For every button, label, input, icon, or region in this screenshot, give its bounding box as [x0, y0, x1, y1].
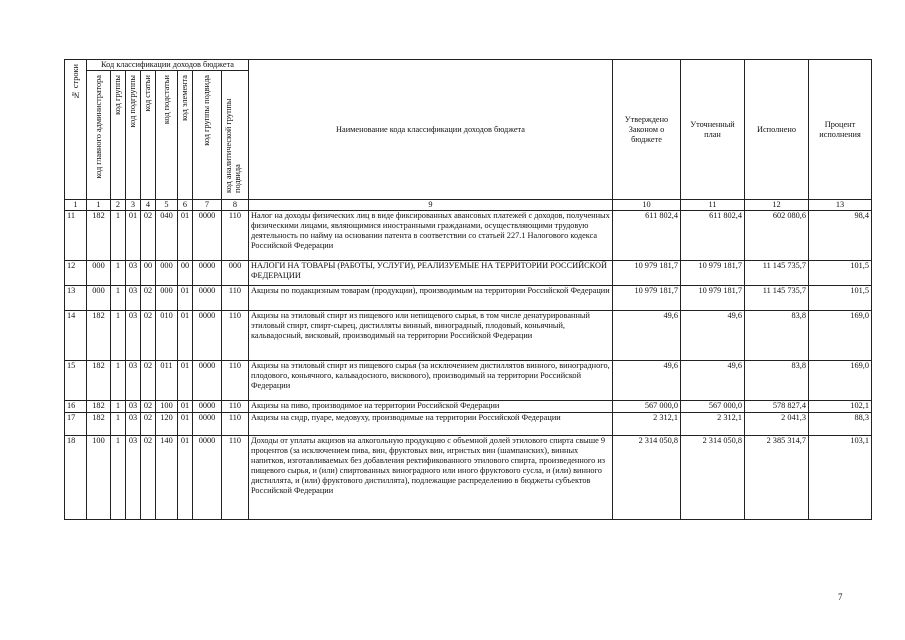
cell-row-no: 12 [65, 261, 87, 286]
cell-subtype-code: 0000 [193, 436, 222, 520]
cell-approved: 2 314 050,8 [613, 436, 681, 520]
cell-element-code: 01 [178, 286, 193, 311]
cell-subgroup-code: 03 [126, 361, 141, 401]
table-row [65, 361, 872, 401]
header-row-no: № строки [65, 60, 87, 200]
col-number: 5 [156, 200, 178, 211]
cell-subgroup-code: 03 [126, 261, 141, 286]
cell-executed: 2 041,3 [745, 413, 809, 436]
cell-row-no: 16 [65, 401, 87, 413]
cell-executed: 578 827,4 [745, 401, 809, 413]
cell-element-code: 01 [178, 361, 193, 401]
cell-subarticle-code: 120 [156, 413, 178, 436]
page-number: 7 [838, 592, 843, 602]
cell-element-code: 01 [178, 436, 193, 520]
header-code-article: код статьи [141, 71, 156, 200]
cell-admin-code: 182 [87, 401, 111, 413]
cell-name: Акцизы на сидр, пуаре, медовуху, производимые на территории Российской Федерации [249, 413, 613, 436]
cell-name: НАЛОГИ НА ТОВАРЫ (РАБОТЫ, УСЛУГИ), РЕАЛИЗУЕМЫЕ НА ТЕРРИТОРИИ РОССИЙСКОЙ ФЕДЕРАЦИИ [249, 261, 613, 286]
cell-percent: 101,5 [809, 261, 872, 286]
cell-refined: 49,6 [681, 361, 745, 401]
cell-admin-code: 000 [87, 261, 111, 286]
table-row [65, 286, 872, 311]
cell-subgroup-code: 01 [126, 211, 141, 261]
col-number: 1 [87, 200, 111, 211]
cell-subarticle-code: 011 [156, 361, 178, 401]
cell-refined: 567 000,0 [681, 401, 745, 413]
header-code-subtype: код группы подвида [193, 71, 222, 200]
header-row-group [65, 60, 872, 71]
cell-subtype-code: 0000 [193, 413, 222, 436]
header-code-subarticle: код подстатьи [156, 71, 178, 200]
col-number: 6 [178, 200, 193, 211]
cell-name: Акцизы на пиво, производимое на территории Российской Федерации [249, 401, 613, 413]
cell-subarticle-code: 100 [156, 401, 178, 413]
col-number: 7 [193, 200, 222, 211]
cell-group-code: 1 [111, 413, 126, 436]
cell-executed: 11 145 735,7 [745, 261, 809, 286]
cell-approved: 611 802,4 [613, 211, 681, 261]
cell-element-code: 01 [178, 211, 193, 261]
cell-admin-code: 100 [87, 436, 111, 520]
cell-analytic-code: 110 [222, 436, 249, 520]
cell-analytic-code: 110 [222, 401, 249, 413]
budget-revenue-table [64, 59, 872, 520]
cell-analytic-code: 000 [222, 261, 249, 286]
cell-admin-code: 182 [87, 211, 111, 261]
cell-name: Акцизы на этиловый спирт из пищевого или непищевого сырья, в том числе денатурированный этиловый спирт, спирт-сырец, дистилляты винный, виноградный, плодовый, коньячный, кальвадосный, висковый, производимый на территории Российской Федерации [249, 311, 613, 361]
cell-group-code: 1 [111, 436, 126, 520]
cell-name: Акцизы по подакцизным товарам (продукции), производимым на территории Российской Федерации [249, 286, 613, 311]
cell-approved: 10 979 181,7 [613, 286, 681, 311]
cell-row-no: 17 [65, 413, 87, 436]
header-code-subgroup: код подгруппы [126, 71, 141, 200]
cell-group-code: 1 [111, 401, 126, 413]
cell-row-no: 18 [65, 436, 87, 520]
cell-subgroup-code: 03 [126, 311, 141, 361]
cell-subgroup-code: 03 [126, 413, 141, 436]
cell-percent: 88,3 [809, 413, 872, 436]
col-number: 11 [681, 200, 745, 211]
cell-analytic-code: 110 [222, 311, 249, 361]
cell-group-code: 1 [111, 211, 126, 261]
col-number: 3 [126, 200, 141, 211]
cell-element-code: 01 [178, 311, 193, 361]
col-number: 13 [809, 200, 872, 211]
cell-admin-code: 182 [87, 361, 111, 401]
table-row [65, 401, 872, 413]
header-approved: Утверждено Законом о бюджете [613, 60, 681, 200]
cell-article-code: 02 [141, 413, 156, 436]
cell-element-code: 01 [178, 401, 193, 413]
cell-subarticle-code: 040 [156, 211, 178, 261]
cell-group-code: 1 [111, 311, 126, 361]
cell-row-no: 13 [65, 286, 87, 311]
header-executed: Исполнено [745, 60, 809, 200]
cell-subgroup-code: 03 [126, 401, 141, 413]
cell-refined: 2 314 050,8 [681, 436, 745, 520]
cell-approved: 49,6 [613, 361, 681, 401]
header-refined: Уточненный план [681, 60, 745, 200]
cell-subarticle-code: 010 [156, 311, 178, 361]
cell-subtype-code: 0000 [193, 286, 222, 311]
table-row [65, 261, 872, 286]
header-code-group: Код классификации доходов бюджета [87, 60, 249, 71]
cell-article-code: 02 [141, 401, 156, 413]
cell-article-code: 02 [141, 311, 156, 361]
header-code-analytic: код аналитической группы подвида [222, 71, 249, 200]
cell-percent: 102,1 [809, 401, 872, 413]
cell-subtype-code: 0000 [193, 361, 222, 401]
cell-analytic-code: 110 [222, 286, 249, 311]
cell-approved: 567 000,0 [613, 401, 681, 413]
col-number: 10 [613, 200, 681, 211]
cell-percent: 169,0 [809, 311, 872, 361]
cell-name: Доходы от уплаты акцизов на алкогольную продукцию с объемной долей этилового спирта свыше 9 процентов (за исключением пива, вин, фруктовых вин, игристых вин (шампанских), винных напитков, изготавливаемых без добавления ректификованного этилового спирта, произведенного из пищевого сырья, и (или) спиртованных виноградного или иного фруктового сусла, и (или) винного дистиллята, и (или) фруктового дистиллята), подлежащие распределению в бюджеты субъектов Российской Федерации [249, 436, 613, 520]
header-name: Наименование кода классификации доходов бюджета [249, 60, 613, 200]
column-number-row [65, 200, 872, 211]
cell-article-code: 00 [141, 261, 156, 286]
cell-percent: 103,1 [809, 436, 872, 520]
cell-name: Налог на доходы физических лиц в виде фиксированных авансовых платежей с доходов, полученных физическими лицами, являющимися иностранными гражданами, осуществляющими трудовую деятельность по найму на основании патента в соответствии со статьей 227.1 Налогового кодекса Российской Федерации [249, 211, 613, 261]
cell-analytic-code: 110 [222, 361, 249, 401]
cell-subtype-code: 0000 [193, 311, 222, 361]
cell-refined: 10 979 181,7 [681, 261, 745, 286]
cell-subtype-code: 0000 [193, 401, 222, 413]
table-row [65, 211, 872, 261]
cell-subarticle-code: 000 [156, 286, 178, 311]
cell-executed: 11 145 735,7 [745, 286, 809, 311]
cell-analytic-code: 110 [222, 413, 249, 436]
cell-percent: 98,4 [809, 211, 872, 261]
header-code-admin: код главного администратора [87, 71, 111, 200]
cell-refined: 10 979 181,7 [681, 286, 745, 311]
cell-group-code: 1 [111, 261, 126, 286]
cell-article-code: 02 [141, 211, 156, 261]
cell-executed: 83,8 [745, 311, 809, 361]
cell-admin-code: 000 [87, 286, 111, 311]
col-number: 9 [249, 200, 613, 211]
header-code-group-col: код группы [111, 71, 126, 200]
col-number: 4 [141, 200, 156, 211]
cell-approved: 10 979 181,7 [613, 261, 681, 286]
cell-group-code: 1 [111, 361, 126, 401]
cell-article-code: 02 [141, 286, 156, 311]
cell-article-code: 02 [141, 436, 156, 520]
cell-executed: 83,8 [745, 361, 809, 401]
cell-group-code: 1 [111, 286, 126, 311]
cell-element-code: 01 [178, 413, 193, 436]
cell-name: Акцизы на этиловый спирт из пищевого сырья (за исключением дистиллятов винного, виноградного, плодового, коньячного, кальвадосного, вискового), производимый на территории Российской Федерации [249, 361, 613, 401]
cell-percent: 169,0 [809, 361, 872, 401]
col-number: 1 [65, 200, 87, 211]
cell-subtype-code: 0000 [193, 261, 222, 286]
header-percent: Процент исполнения [809, 60, 872, 200]
cell-subgroup-code: 03 [126, 436, 141, 520]
cell-admin-code: 182 [87, 413, 111, 436]
table-row [65, 311, 872, 361]
cell-subarticle-code: 000 [156, 261, 178, 286]
cell-row-no: 11 [65, 211, 87, 261]
cell-row-no: 15 [65, 361, 87, 401]
cell-refined: 49,6 [681, 311, 745, 361]
header-code-element: код элемента [178, 71, 193, 200]
col-number: 8 [222, 200, 249, 211]
cell-refined: 611 802,4 [681, 211, 745, 261]
cell-analytic-code: 110 [222, 211, 249, 261]
col-number: 12 [745, 200, 809, 211]
cell-approved: 49,6 [613, 311, 681, 361]
cell-executed: 2 385 314,7 [745, 436, 809, 520]
cell-subgroup-code: 03 [126, 286, 141, 311]
col-number: 2 [111, 200, 126, 211]
cell-subarticle-code: 140 [156, 436, 178, 520]
cell-article-code: 02 [141, 361, 156, 401]
cell-percent: 101,5 [809, 286, 872, 311]
cell-refined: 2 312,1 [681, 413, 745, 436]
cell-executed: 602 080,6 [745, 211, 809, 261]
cell-subtype-code: 0000 [193, 211, 222, 261]
table-row [65, 413, 872, 436]
cell-admin-code: 182 [87, 311, 111, 361]
cell-element-code: 00 [178, 261, 193, 286]
table-row [65, 436, 872, 520]
cell-row-no: 14 [65, 311, 87, 361]
cell-approved: 2 312,1 [613, 413, 681, 436]
